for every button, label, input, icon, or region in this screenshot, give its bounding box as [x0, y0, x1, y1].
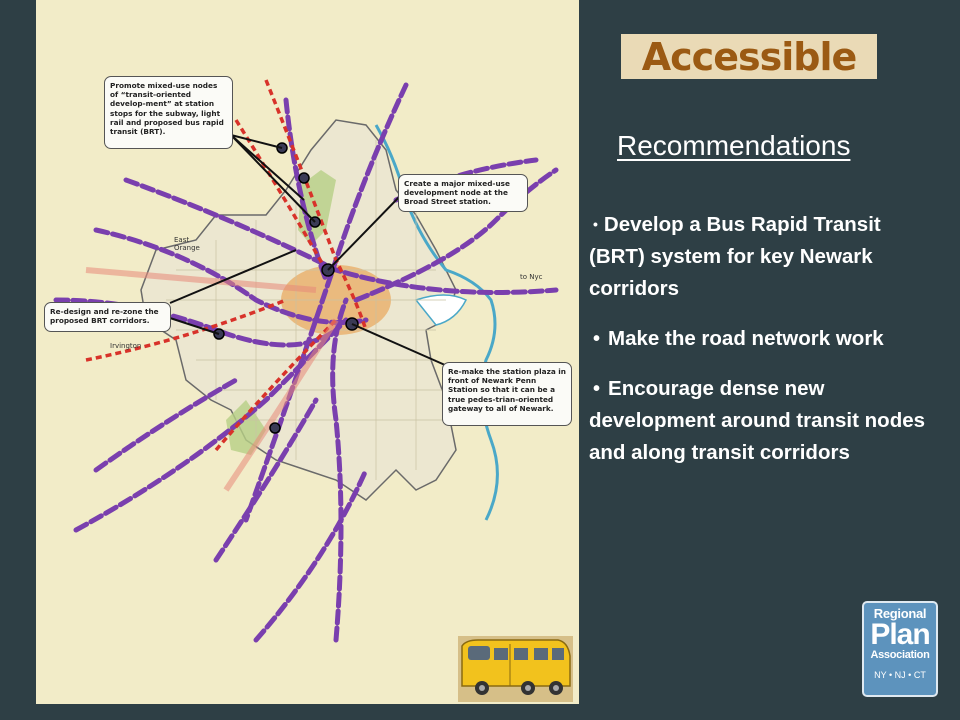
callout-tod: Promote mixed-use nodes of “transit-oriented develop-ment” at station stops for the subway, light rail and proposed bus rapid transit (BRT). [104, 76, 233, 149]
label-east-orange: East Orange [174, 236, 200, 252]
bus-icon [458, 636, 573, 702]
bullet-icon: • [593, 216, 598, 232]
rpa-logo [862, 601, 938, 697]
bullet-text: Develop a Bus Rapid Transit (BRT) system for key Newark corridors [589, 213, 881, 300]
list-item [589, 323, 929, 355]
callout-penn-station: Re-make the station plaza in front of Newark Penn Station so that it can be a true pedes-trian-oriented gateway to all of Newark. [442, 362, 572, 426]
callout-brt-corridors: Re-design and re-zone the proposed BRT corridors. [44, 302, 171, 332]
callout-broad-street: Create a major mixed-use development node at the Broad Street station. [398, 174, 528, 212]
slide-title: Accessible [641, 34, 857, 79]
label-irvington: Irvington [110, 342, 142, 350]
section-subtitle: Recommendations [617, 130, 851, 161]
newark-map [36, 0, 579, 704]
logo-line-3: Association [870, 649, 930, 661]
brt-bus-illustration [458, 636, 573, 702]
bullet-icon: • [593, 328, 601, 350]
logo-line-4: NY • NJ • CT [874, 670, 926, 680]
recommendation-list [589, 208, 929, 487]
logo-line-2: Plan [870, 618, 930, 651]
label-nyc: to Nyc [520, 273, 543, 281]
logo-line-1: Regional [873, 606, 927, 621]
bullet-icon: • [593, 378, 601, 400]
title-banner [621, 34, 877, 79]
list-item [589, 208, 929, 305]
list-item [589, 373, 929, 469]
bullet-text: Make the road network work [608, 327, 884, 350]
bullet-text: Encourage dense new development around transit nodes and along transit corridors [589, 377, 926, 464]
